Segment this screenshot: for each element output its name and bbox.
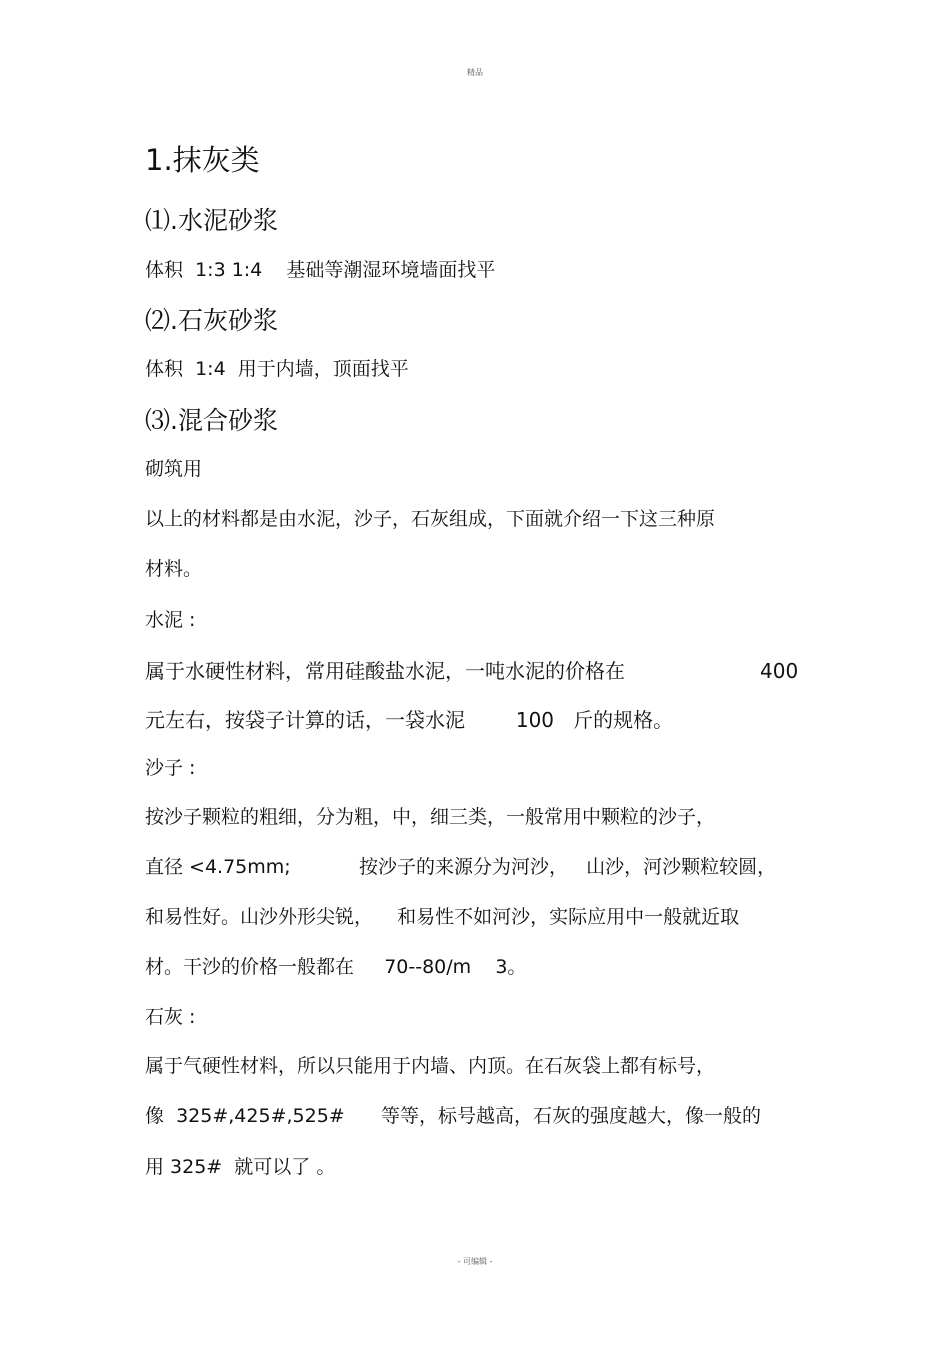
sand-line-3: 和易性好。山沙外形尖锐， 和易性不如河沙，实际应用中一般就近取 bbox=[145, 906, 740, 928]
section-text-mixed-mortar: 砌筑用 bbox=[145, 458, 203, 480]
cement-label: 水泥 : bbox=[145, 609, 196, 631]
section-heading-mixed-mortar: ⑶.混合砂浆 bbox=[145, 406, 278, 435]
sand-label: 沙子 : bbox=[145, 757, 196, 779]
header-mark: 精品 bbox=[467, 68, 483, 77]
section-heading-cement-mortar: ⑴.水泥砂浆 bbox=[145, 206, 278, 235]
sand-line-1: 按沙子颗粒的粗细，分为粗，中，细三类，一般常用中颗粒的沙子， bbox=[145, 806, 716, 828]
intro-line-1: 以上的材料都是由水泥，沙子，石灰组成，下面就介绍一下这三种原 bbox=[145, 508, 716, 530]
sand-line-2a: 直径 <4.75mm; bbox=[145, 856, 291, 878]
section-text-lime-mortar: 体积 1:4 用于内墙，顶面找平 bbox=[145, 358, 409, 380]
section-heading-lime-mortar: ⑵.石灰砂浆 bbox=[145, 306, 278, 335]
lime-line-3: 用 325# 就可以了 。 bbox=[145, 1156, 336, 1178]
section-text-cement-mortar: 体积 1:3 1:4 基础等潮湿环境墙面找平 bbox=[145, 259, 496, 281]
cement-line-2: 元左右，按袋子计算的话，一袋水泥 100 斤的规格。 bbox=[145, 708, 674, 732]
cement-line-1: 属于水硬性材料，常用硅酸盐水泥，一吨水泥的价格在 bbox=[145, 659, 625, 683]
footer-mark: - 可编辑 - bbox=[457, 1257, 493, 1266]
page-title: 1.抹灰类 bbox=[145, 143, 260, 177]
sand-line-4: 材。干沙的价格一般都在 70--80/m 3。 bbox=[145, 956, 527, 978]
cement-price-value: 400 bbox=[760, 659, 799, 683]
sand-line-2b: 按沙子的来源分为河沙， 山沙，河沙颗粒较圆， bbox=[359, 856, 777, 878]
lime-line-2: 像 325#,425#,525# 等等，标号越高，石灰的强度越大，像一般的 bbox=[145, 1105, 761, 1127]
lime-label: 石灰 : bbox=[145, 1006, 196, 1028]
intro-line-2: 材料。 bbox=[145, 558, 203, 580]
lime-line-1: 属于气硬性材料，所以只能用于内墙、内顶。在石灰袋上都有标号， bbox=[145, 1055, 716, 1077]
